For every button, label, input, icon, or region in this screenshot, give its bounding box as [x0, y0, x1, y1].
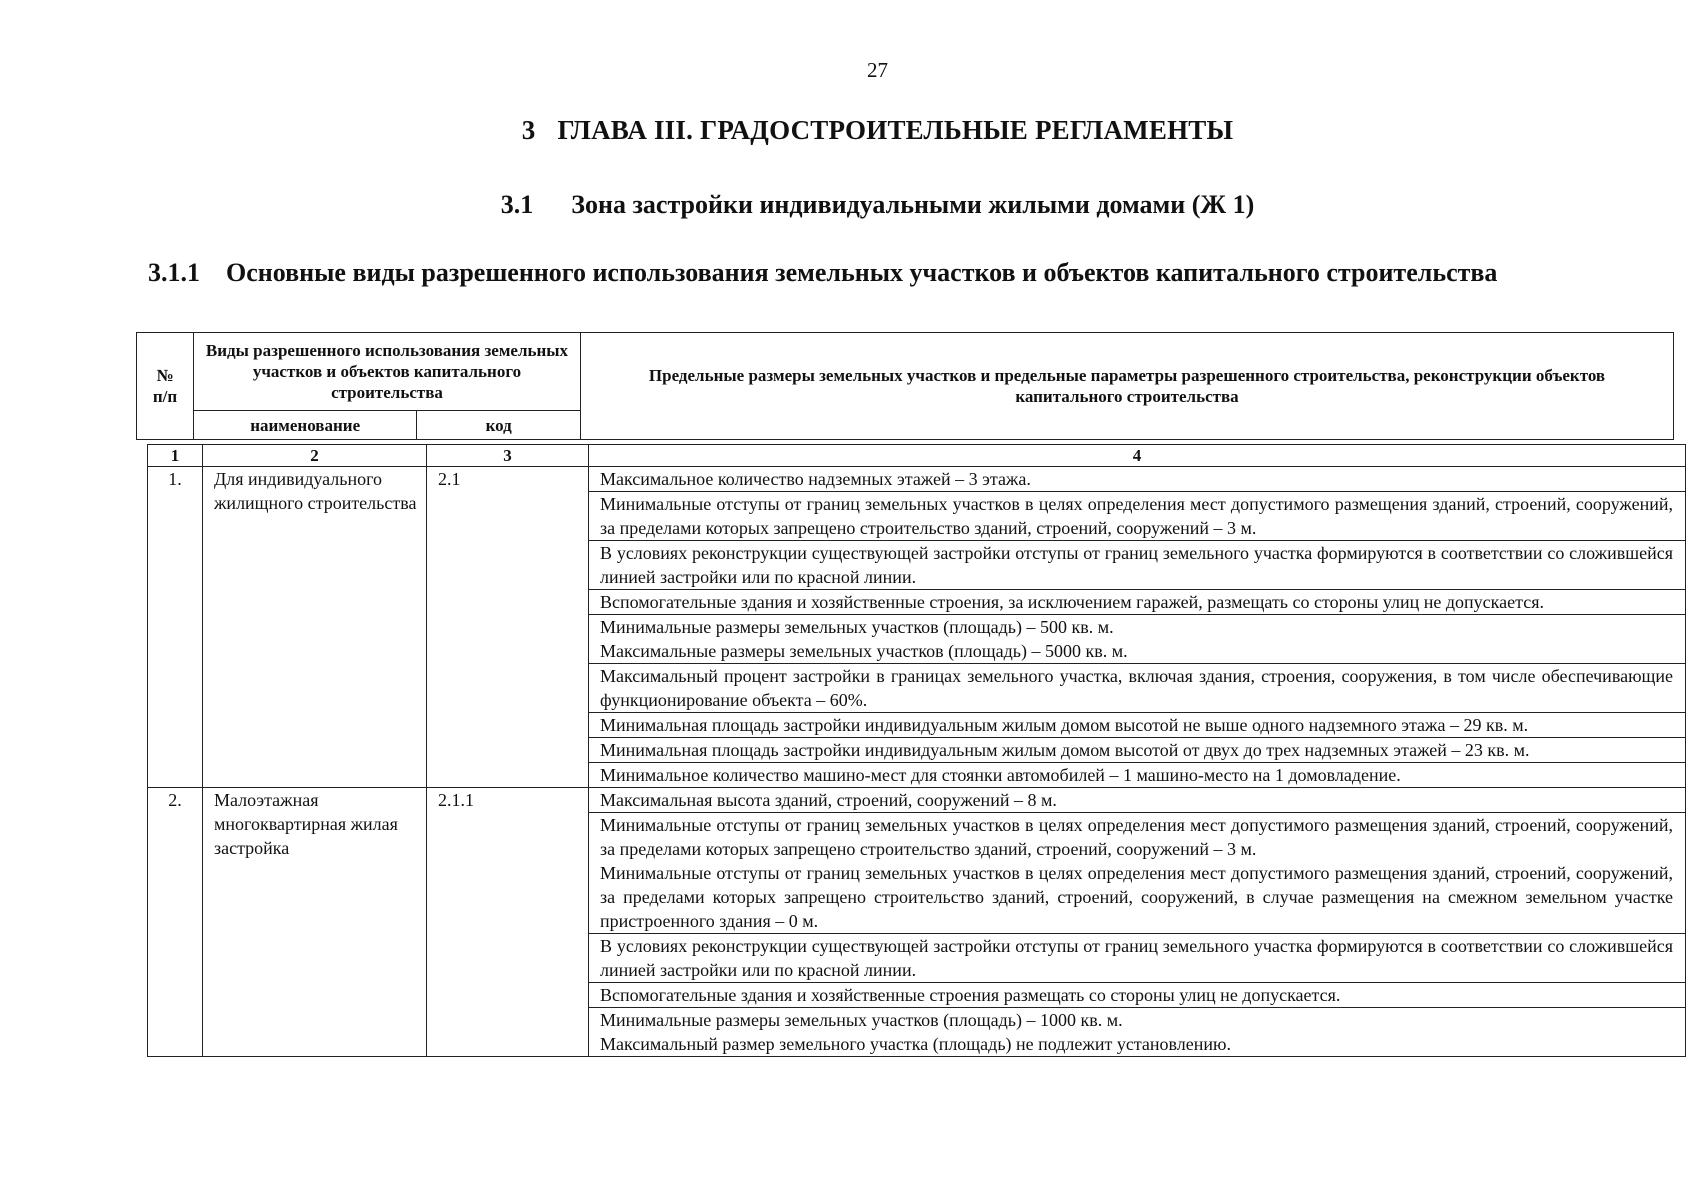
- param-cell: В условиях реконструкции существующей застройки отступы от границ земельного участка формируются в соответствии со сложившейся линией застройки или по красной линии.: [589, 541, 1686, 590]
- header-types-label: Виды разрешенного использования земельных участков и объектов капитального строительства: [194, 333, 581, 411]
- subsection-heading: [148, 258, 1497, 288]
- row-name: Для индивидуального жилищного строительства: [203, 467, 427, 788]
- column-numbers-row: [148, 445, 1686, 467]
- header-name-label: наименование: [194, 411, 417, 440]
- header-code-label: код: [417, 411, 581, 440]
- param-cell: Максимальная высота зданий, строений, сооружений – 8 м.: [589, 788, 1686, 813]
- row-code: 2.1: [427, 467, 589, 788]
- subsection-number: 3.1.1: [148, 258, 200, 287]
- row-code: 2.1.1: [427, 788, 589, 1057]
- header-num-text: № п/п: [152, 366, 178, 406]
- section-number: 3.1: [500, 190, 534, 219]
- col-number: 1: [148, 445, 203, 467]
- regulations-table: [147, 444, 1686, 1057]
- param-cell: Минимальные размеры земельных участков (площадь) – 500 кв. м. Максимальные размеры земельных участков (площадь) – 5000 кв. м.: [589, 615, 1686, 664]
- row-name: Малоэтажная многоквартирная жилая застройка: [203, 788, 427, 1057]
- param-cell: Вспомогательные здания и хозяйственные строения размещать со стороны улиц не допускается.: [589, 983, 1686, 1008]
- table-row: [148, 788, 1686, 813]
- section-heading: [0, 190, 1698, 220]
- table-row: [148, 467, 1686, 492]
- chapter-heading: [0, 115, 1698, 146]
- col-number: 2: [203, 445, 427, 467]
- param-cell: Максимальный процент застройки в границах земельного участка, включая здания, строения, сооружения, в том числе обеспечивающие функционирование объекта – 60%.: [589, 664, 1686, 713]
- page-number: 27: [867, 58, 888, 82]
- header-num-label: [137, 333, 194, 440]
- param-cell: Вспомогательные здания и хозяйственные строения, за исключением гаражей, размещать со стороны улиц не допускается.: [589, 590, 1686, 615]
- col-number: 4: [589, 445, 1686, 467]
- chapter-number: 3: [521, 115, 536, 145]
- header-params-label: Предельные размеры земельных участков и предельные параметры разрешенного строительства, реконструкции объектов капитального строительства: [581, 333, 1674, 440]
- col-number: 3: [427, 445, 589, 467]
- table-header: [136, 332, 1674, 440]
- param-cell: Максимальное количество надземных этажей – 3 этажа.: [589, 467, 1686, 492]
- chapter-title: ГЛАВА III. ГРАДОСТРОИТЕЛЬНЫЕ РЕГЛАМЕНТЫ: [557, 115, 1234, 145]
- row-number: 1.: [148, 467, 203, 788]
- param-cell: Минимальные отступы от границ земельных участков в целях определения мест допустимого размещения зданий, строений, сооружений, за пределами которых запрещено строительство зданий, строений, сооружений – 3 м. Минимальные отступы от границ земельных участков в целях определения мест допустимого размещения зданий, строений, сооружений, за пределами которых запрещено строительство зданий, строений, сооружений, в случае размещения на смежном земельном участке пристроенного здания – 0 м.: [589, 813, 1686, 934]
- param-cell: Минимальное количество машино-мест для стоянки автомобилей – 1 машино-место на 1 домовладение.: [589, 763, 1686, 788]
- row-number: 2.: [148, 788, 203, 1057]
- param-cell: Минимальная площадь застройки индивидуальным жилым домом высотой от двух до трех надземных этажей – 23 кв. м.: [589, 738, 1686, 763]
- section-title: Зона застройки индивидуальными жилыми домами (Ж 1): [571, 190, 1255, 219]
- param-cell: Минимальная площадь застройки индивидуальным жилым домом высотой не выше одного надземного этажа – 29 кв. м.: [589, 713, 1686, 738]
- param-cell: В условиях реконструкции существующей застройки отступы от границ земельного участка формируются в соответствии со сложившейся линией застройки или по красной линии.: [589, 934, 1686, 983]
- param-cell: Минимальные размеры земельных участков (площадь) – 1000 кв. м. Максимальный размер земельного участка (площадь) не подлежит установлению.: [589, 1008, 1686, 1057]
- param-cell: Минимальные отступы от границ земельных участков в целях определения мест допустимого размещения зданий, строений, сооружений, за пределами которых запрещено строительство зданий, строений, сооружений – 3 м.: [589, 492, 1686, 541]
- subsection-title: Основные виды разрешенного использования земельных участков и объектов капитального строительства: [226, 258, 1498, 287]
